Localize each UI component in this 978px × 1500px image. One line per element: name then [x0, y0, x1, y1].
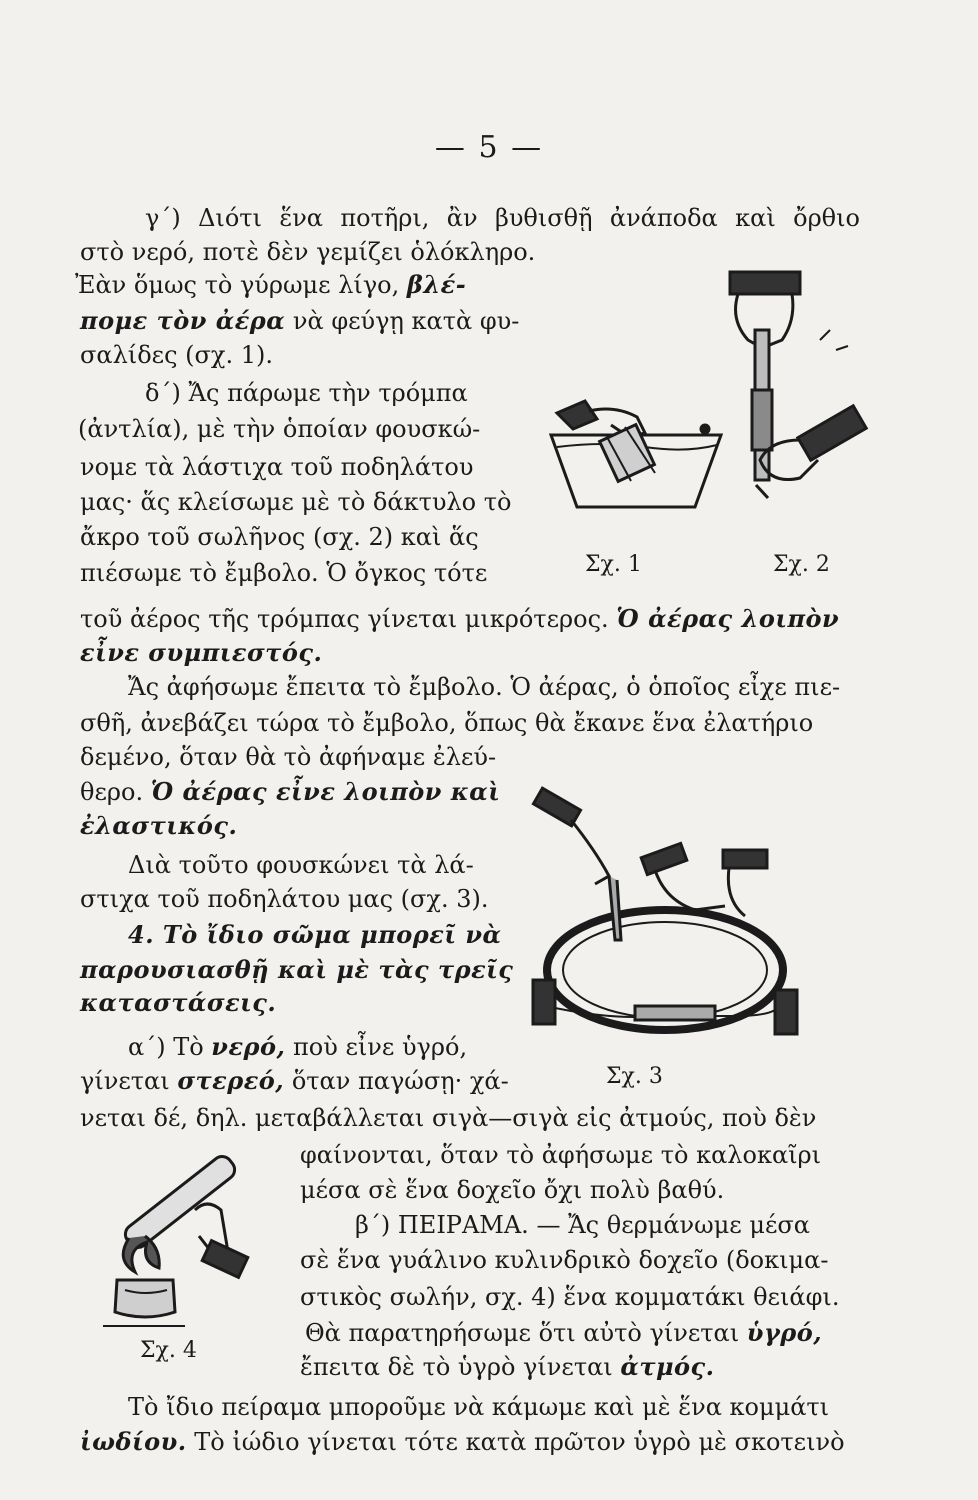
- text-line-24: α΄) Τὸ νερό, ποὺ εἶνε ὑγρό,: [128, 1032, 468, 1061]
- text-line-22: παρουσιασθῇ καὶ μὲ τὰς τρεῖς: [80, 955, 514, 984]
- text-line-19: Διὰ τοῦτο φουσκώνει τὰ λά-: [128, 851, 474, 879]
- text-line-23: καταστάσεις.: [80, 988, 277, 1017]
- text-line-13: εἶνε συμπιεστός.: [80, 638, 323, 667]
- caption-fig-3: Σχ. 3: [606, 1064, 663, 1089]
- text-line-2: στὸ νερό, ποτὲ δὲν γεμίζει ὁλόκληρο.: [80, 238, 536, 266]
- text-line-20: στιχα τοῦ ποδηλάτου μας (σχ. 3).: [80, 885, 489, 913]
- text-line-10: ἄκρο τοῦ σωλῆνος (σχ. 2) καὶ ἅς: [80, 523, 479, 551]
- text-line-7: (ἀντλία), μὲ τὴν ὁποίαν φουσκώ-: [78, 415, 481, 443]
- text-line-18: ἐλαστικός.: [80, 811, 238, 840]
- text-line-30: σὲ ἕνα γυάλινο κυλινδρικὸ δοχεῖο (δοκιμα-: [300, 1246, 829, 1274]
- text-line-33: ἔπειτα δὲ τὸ ὑγρὸ γίνεται ἀτμός.: [300, 1352, 715, 1381]
- caption-fig-1: Σχ. 1: [585, 552, 642, 577]
- text-line-21: 4. Τὸ ἴδιο σῶμα μπορεῖ νὰ: [128, 920, 502, 949]
- text-line-28: μέσα σὲ ἕνα δοχεῖο ὄχι πολὺ βαθύ.: [300, 1176, 725, 1204]
- text-line-12: τοῦ ἀέρος τῆς τρόμπας γίνεται μικρότερος. Ὁ ἀέρας λοιπὸν: [80, 604, 840, 633]
- text-line-8: νομε τὰ λάστιχα τοῦ ποδηλάτου: [80, 453, 474, 481]
- text-line-26: νεται δέ, δηλ. μεταβάλλεται σιγὰ—σιγὰ εἰς ἀτμούς, ποὺ δὲν: [80, 1104, 817, 1132]
- text-line-27: φαίνονται, ὅταν τὸ ἀφήσωμε τὸ καλοκαῖρι: [300, 1141, 822, 1169]
- text-line-3: Ἐὰν ὅμως τὸ γύρωμε λίγο, βλέ-: [75, 270, 467, 299]
- text-line-34: Τὸ ἴδιο πείραμα μποροῦμε νὰ κάμωμε καὶ μὲ ἕνα κομμάτι: [128, 1393, 830, 1421]
- text-line-32: Θὰ παρατηρήσωμε ὅτι αὐτὸ γίνεται ὑγρό,: [305, 1318, 823, 1347]
- figure-3-bicycle-tyre: [525, 780, 805, 1070]
- text-line-29: β΄) ΠΕΙΡΑΜΑ. — Ἄς θερμάνωμε μέσα: [355, 1211, 810, 1239]
- caption-fig-2: Σχ. 2: [773, 552, 830, 577]
- figure-4-test-tube-flame: [95, 1150, 270, 1335]
- text-line-1: γ΄) Διότι ἕνα ποτῆρι, ἂν βυθισθῇ ἀνάποδα καὶ ὄρθιο: [145, 204, 860, 232]
- text-line-16: δεμένο, ὅταν θὰ τὸ ἀφήναμε ἐλεύ-: [80, 743, 497, 771]
- text-line-4: πομε τὸν ἀέρα νὰ φεύγῃ κατὰ φυ-: [80, 306, 520, 335]
- text-line-35: ἰωδίου. Τὸ ἰώδιο γίνεται τότε κατὰ πρῶτον ὑγρὸ μὲ σκοτεινὸ: [80, 1427, 845, 1456]
- figure-2-bicycle-pump: [700, 270, 870, 510]
- text-line-15: σθῆ, ἀνεβάζει τώρα τὸ ἔμβολο, ὅπως θὰ ἔκανε ἕνα ἐλατήριο: [80, 709, 814, 737]
- text-line-17: θερο. Ὁ ἀέρας εἶνε λοιπὸν καὶ: [80, 777, 501, 806]
- text-line-14: Ἄς ἀφήσωμε ἔπειτα τὸ ἔμβολο. Ὁ ἀέρας, ὁ ὁποῖος εἶχε πιε-: [128, 673, 841, 701]
- text-line-31: στικὸς σωλήν, σχ. 4) ἕνα κομματάκι θειάφι.: [300, 1283, 840, 1311]
- text-line-6: δ΄) Ἄς πάρωμε τὴν τρόμπα: [145, 379, 468, 407]
- caption-fig-4: Σχ. 4: [140, 1338, 197, 1363]
- text-line-11: πιέσωμε τὸ ἔμβολο. Ὁ ὄγκος τότε: [80, 559, 488, 587]
- text-line-25: γίνεται στερεό, ὅταν παγώσῃ· χά-: [80, 1066, 509, 1095]
- page-number: — 5 —: [434, 130, 544, 165]
- text-line-9: μας· ἅς κλείσωμε μὲ τὸ δάκτυλο τὸ: [80, 488, 512, 516]
- text-line-5: σαλίδες (σχ. 1).: [80, 341, 273, 369]
